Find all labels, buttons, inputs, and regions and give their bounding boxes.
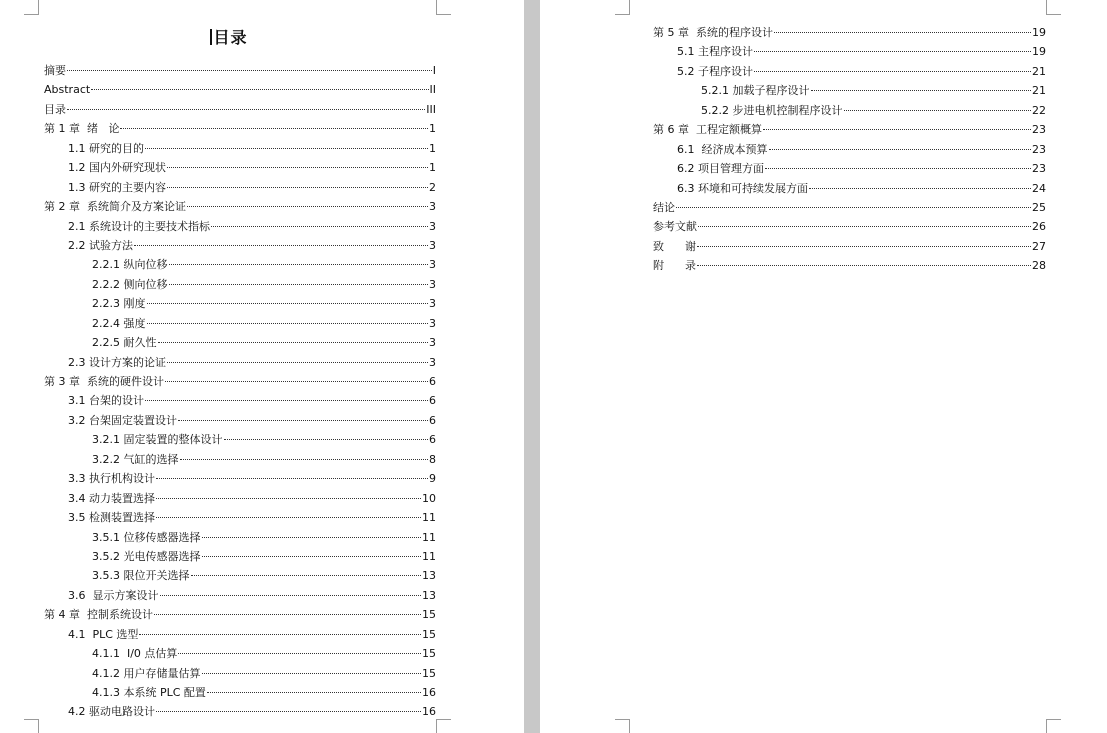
toc-entry-text: 5.2.1 加载子程序设计 xyxy=(701,84,810,98)
toc-entry[interactable] xyxy=(44,450,436,469)
toc-entry-page-number: 23 xyxy=(1032,142,1046,156)
toc-entry-page-number: 24 xyxy=(1032,181,1046,195)
dot-leader xyxy=(763,129,1031,130)
toc-entry-page-number: II xyxy=(429,83,436,97)
toc-entry-text: 5.2 子程序设计 xyxy=(677,64,753,78)
dot-leader xyxy=(178,653,421,654)
toc-entry[interactable] xyxy=(653,81,1046,100)
toc-entry[interactable] xyxy=(653,256,1046,275)
toc-entry-text: 2.2.1 纵向位移 xyxy=(92,258,168,272)
toc-entry-page-number: 6 xyxy=(429,433,436,447)
dot-leader xyxy=(697,246,1031,247)
toc-entry-page-number: 3 xyxy=(429,258,436,272)
toc-entry-text: 3.2.1 固定装置的整体设计 xyxy=(92,433,223,447)
crop-mark-bottom-left xyxy=(24,719,39,733)
toc-entry-text: 3.4 动力装置选择 xyxy=(68,491,155,505)
toc-entry-page-number: 15 xyxy=(422,666,436,680)
dot-leader xyxy=(697,265,1031,266)
toc-entry-page-number: 15 xyxy=(422,608,436,622)
dot-leader xyxy=(167,362,428,363)
dot-leader xyxy=(187,206,428,207)
toc-entry-page-number: 19 xyxy=(1032,45,1046,59)
toc-entry-text: 第 2 章 系统简介及方案论证 xyxy=(44,200,186,214)
toc-entry-page-number: 3 xyxy=(429,200,436,214)
toc-entry[interactable] xyxy=(44,255,436,274)
toc-entry-page-number: 13 xyxy=(422,588,436,602)
toc-entry-page-number: 3 xyxy=(429,355,436,369)
toc-entry-page-number: 1 xyxy=(429,122,436,136)
crop-mark-bottom-left xyxy=(615,719,630,733)
toc-entry-page-number: 10 xyxy=(422,491,436,505)
toc-entry-page-number: 3 xyxy=(429,316,436,330)
toc-entry-text: 2.2.3 刚度 xyxy=(92,297,146,311)
toc-entry[interactable] xyxy=(44,217,436,236)
crop-mark-bottom-right xyxy=(1046,719,1061,733)
toc-entry-text: 3.5.3 限位开关选择 xyxy=(92,569,190,583)
toc-entry-page-number: 3 xyxy=(429,219,436,233)
dot-leader xyxy=(676,207,1031,208)
toc-entry-page-number: 11 xyxy=(422,511,436,525)
toc-entry-page-number: 1 xyxy=(429,161,436,175)
toc-entry-text: 第 1 章 绪 论 xyxy=(44,122,120,136)
toc-title-text: 目录 xyxy=(213,28,248,47)
dot-leader xyxy=(224,439,429,440)
toc-entry-text: Abstract xyxy=(44,83,91,97)
toc-entry-page-number: 6 xyxy=(429,375,436,388)
toc-entry[interactable] xyxy=(653,42,1046,61)
dot-leader xyxy=(160,595,422,596)
toc-entry-page-number: 3 xyxy=(429,238,436,252)
toc-entry-page-number: 25 xyxy=(1032,200,1046,214)
toc-entry-text: 6.1 经济成本预算 xyxy=(677,142,768,156)
toc-entry-page-number: 13 xyxy=(422,569,436,583)
dot-leader xyxy=(147,323,429,324)
toc-entry-page-number: 8 xyxy=(429,452,436,466)
toc-entry-text: 附 录 xyxy=(653,259,696,273)
toc-entry-text: 目录 xyxy=(44,102,66,116)
toc-entry[interactable] xyxy=(44,702,436,721)
toc-entry[interactable] xyxy=(44,430,436,449)
toc-entry-page-number: 28 xyxy=(1032,259,1046,273)
toc-entry[interactable] xyxy=(44,197,436,216)
page-gutter xyxy=(524,0,540,733)
dot-leader xyxy=(765,168,1031,169)
toc-entry-page-number: 21 xyxy=(1032,64,1046,78)
toc-entry-page-number: 11 xyxy=(422,549,436,563)
toc-entry[interactable] xyxy=(653,101,1046,120)
toc-entry-text: 3.5.2 光电传感器选择 xyxy=(92,549,201,563)
toc-entry-text: 致 谢 xyxy=(653,239,696,253)
toc-entry-text: 6.3 环境和可持续发展方面 xyxy=(677,181,808,195)
toc-entry[interactable] xyxy=(44,178,436,197)
toc-entry-page-number: 1 xyxy=(429,141,436,155)
toc-entry[interactable] xyxy=(653,62,1046,81)
toc-entry-page-number: 3 xyxy=(429,277,436,291)
toc-entry[interactable] xyxy=(653,23,1046,42)
dot-leader xyxy=(158,342,429,343)
toc-entry[interactable] xyxy=(653,217,1046,236)
dot-leader xyxy=(178,420,428,421)
toc-entry[interactable] xyxy=(653,159,1046,178)
dot-leader xyxy=(67,109,425,110)
dot-leader xyxy=(145,400,428,401)
dot-leader xyxy=(180,459,429,460)
toc-entry-text: 第 5 章 系统的程序设计 xyxy=(653,26,773,39)
toc-entry[interactable] xyxy=(44,236,436,255)
dot-leader xyxy=(169,284,429,285)
toc-entry-page-number: 23 xyxy=(1032,162,1046,176)
dot-leader xyxy=(754,71,1031,72)
toc-entry[interactable] xyxy=(44,586,436,605)
dot-leader xyxy=(698,226,1031,227)
toc-entry-page-number: 2 xyxy=(429,180,436,194)
dot-leader xyxy=(207,692,421,693)
dot-leader xyxy=(191,575,422,576)
toc-entry-page-number: 15 xyxy=(422,627,436,641)
toc-entry-page-number: 27 xyxy=(1032,239,1046,253)
dot-leader xyxy=(139,634,421,635)
toc-list-left xyxy=(44,61,436,722)
toc-entry-page-number: 3 xyxy=(429,336,436,350)
toc-entry-text: 3.2.2 气缸的选择 xyxy=(92,452,179,466)
toc-entry-text: 4.1 PLC 选型 xyxy=(68,627,139,641)
dot-leader xyxy=(156,478,428,479)
toc-entry-page-number: 21 xyxy=(1032,84,1046,98)
toc-list-right xyxy=(653,23,1046,276)
dot-leader xyxy=(134,245,428,246)
toc-entry[interactable] xyxy=(44,664,436,683)
toc-entry-page-number: 16 xyxy=(422,686,436,699)
toc-entry-text: 1.3 研究的主要内容 xyxy=(68,180,166,194)
toc-entry[interactable] xyxy=(44,119,436,138)
toc-entry-page-number: 6 xyxy=(429,413,436,427)
dot-leader xyxy=(167,167,428,168)
crop-mark-top-left xyxy=(615,0,630,15)
toc-entry[interactable] xyxy=(44,489,436,508)
dot-leader xyxy=(147,303,429,304)
toc-entry-text: 2.1 系统设计的主要技术指标 xyxy=(68,219,210,233)
toc-entry-text: 4.1.2 用户存储量估算 xyxy=(92,666,201,680)
toc-entry[interactable] xyxy=(44,275,436,294)
toc-entry-text: 3.5 检测装置选择 xyxy=(68,511,155,525)
dot-leader xyxy=(809,188,1031,189)
dot-leader xyxy=(202,537,422,538)
dot-leader xyxy=(211,226,428,227)
toc-entry-text: 3.2 台架固定装置设计 xyxy=(68,413,177,427)
toc-entry[interactable] xyxy=(44,61,436,80)
toc-entry[interactable] xyxy=(44,508,436,527)
toc-entry-text: 4.1.1 I/0 点估算 xyxy=(92,647,178,661)
dot-leader xyxy=(169,264,429,265)
toc-entry-page-number: 23 xyxy=(1032,123,1046,137)
toc-entry-text: 4.1.3 本系统 PLC 配置 xyxy=(92,686,206,699)
dot-leader xyxy=(202,556,422,557)
dot-leader xyxy=(145,148,428,149)
dot-leader xyxy=(91,89,428,90)
dot-leader xyxy=(769,149,1032,150)
toc-entry-page-number: 6 xyxy=(429,394,436,408)
crop-mark-top-right xyxy=(436,0,451,15)
toc-entry-text: 2.2.2 侧向位移 xyxy=(92,277,168,291)
crop-mark-bottom-right xyxy=(436,719,451,733)
toc-entry[interactable] xyxy=(44,644,436,663)
toc-entry-text: 2.2.4 强度 xyxy=(92,316,146,330)
dot-leader xyxy=(154,614,421,615)
dot-leader xyxy=(156,498,421,499)
crop-mark-top-left xyxy=(24,0,39,15)
toc-entry-text: 第 3 章 系统的硬件设计 xyxy=(44,375,164,388)
toc-entry-text: 结论 xyxy=(653,200,675,214)
toc-entry-page-number: 22 xyxy=(1032,103,1046,117)
dot-leader xyxy=(67,70,432,71)
toc-entry[interactable] xyxy=(44,605,436,624)
toc-entry-text: 第 4 章 控制系统设计 xyxy=(44,608,153,622)
toc-entry[interactable] xyxy=(44,294,436,313)
toc-entry[interactable] xyxy=(44,411,436,430)
dot-leader xyxy=(156,711,421,712)
toc-entry[interactable] xyxy=(44,100,436,119)
dot-leader xyxy=(167,187,428,188)
toc-entry-page-number: 11 xyxy=(422,530,436,544)
toc-entry-text: 2.2.5 耐久性 xyxy=(92,336,157,350)
dot-leader xyxy=(202,673,422,674)
toc-entry-text: 3.6 显示方案设计 xyxy=(68,588,159,602)
toc-entry[interactable] xyxy=(44,314,436,333)
toc-entry-text: 3.5.1 位移传感器选择 xyxy=(92,530,201,544)
toc-entry[interactable] xyxy=(44,528,436,547)
toc-entry-text: 2.2 试验方法 xyxy=(68,238,133,252)
toc-entry[interactable] xyxy=(44,547,436,566)
dot-leader xyxy=(774,32,1031,33)
dot-leader xyxy=(165,381,428,382)
toc-entry[interactable] xyxy=(44,391,436,410)
dot-leader xyxy=(844,110,1032,111)
toc-entry-text: 摘要 xyxy=(44,64,66,77)
toc-entry-page-number: I xyxy=(432,64,436,77)
toc-entry-text: 3.1 台架的设计 xyxy=(68,394,144,408)
dot-leader xyxy=(811,90,1032,91)
dot-leader xyxy=(156,517,421,518)
toc-entry-text: 1.2 国内外研究现状 xyxy=(68,161,166,175)
toc-entry[interactable] xyxy=(44,683,436,702)
crop-mark-top-right xyxy=(1046,0,1061,15)
toc-entry-text: 1.1 研究的目的 xyxy=(68,141,144,155)
toc-entry[interactable] xyxy=(653,120,1046,139)
toc-entry[interactable] xyxy=(653,179,1046,198)
toc-entry[interactable] xyxy=(44,469,436,488)
toc-entry-page-number: 19 xyxy=(1032,26,1046,39)
toc-entry-page-number: 15 xyxy=(422,647,436,661)
toc-entry[interactable] xyxy=(44,566,436,585)
toc-entry-text: 2.3 设计方案的论证 xyxy=(68,355,166,369)
toc-entry-page-number: 26 xyxy=(1032,220,1046,234)
toc-entry[interactable] xyxy=(44,372,436,391)
toc-entry[interactable] xyxy=(44,353,436,372)
toc-entry-page-number: 3 xyxy=(429,297,436,311)
toc-entry[interactable] xyxy=(653,140,1046,159)
toc-entry-text: 5.1 主程序设计 xyxy=(677,45,753,59)
toc-entry-text: 3.3 执行机构设计 xyxy=(68,472,155,486)
toc-entry[interactable] xyxy=(44,80,436,99)
toc-entry-page-number: III xyxy=(426,102,436,116)
dot-leader xyxy=(120,128,428,129)
toc-entry-text: 第 6 章 工程定额概算 xyxy=(653,123,762,137)
toc-entry[interactable] xyxy=(44,333,436,352)
toc-entry[interactable] xyxy=(44,158,436,177)
toc-entry-text: 参考文献 xyxy=(653,220,697,234)
toc-entry-text: 5.2.2 步进电机控制程序设计 xyxy=(701,103,843,117)
toc-entry-text: 6.2 项目管理方面 xyxy=(677,162,764,176)
toc-entry-page-number: 16 xyxy=(422,705,436,719)
toc-entry[interactable] xyxy=(44,625,436,644)
toc-entry-page-number: 9 xyxy=(429,472,436,486)
toc-entry-text: 4.2 驱动电路设计 xyxy=(68,705,155,719)
dot-leader xyxy=(754,51,1031,52)
toc-entry[interactable] xyxy=(653,198,1046,217)
toc-title[interactable] xyxy=(0,25,458,48)
toc-entry[interactable] xyxy=(653,237,1046,256)
toc-entry[interactable] xyxy=(44,139,436,158)
